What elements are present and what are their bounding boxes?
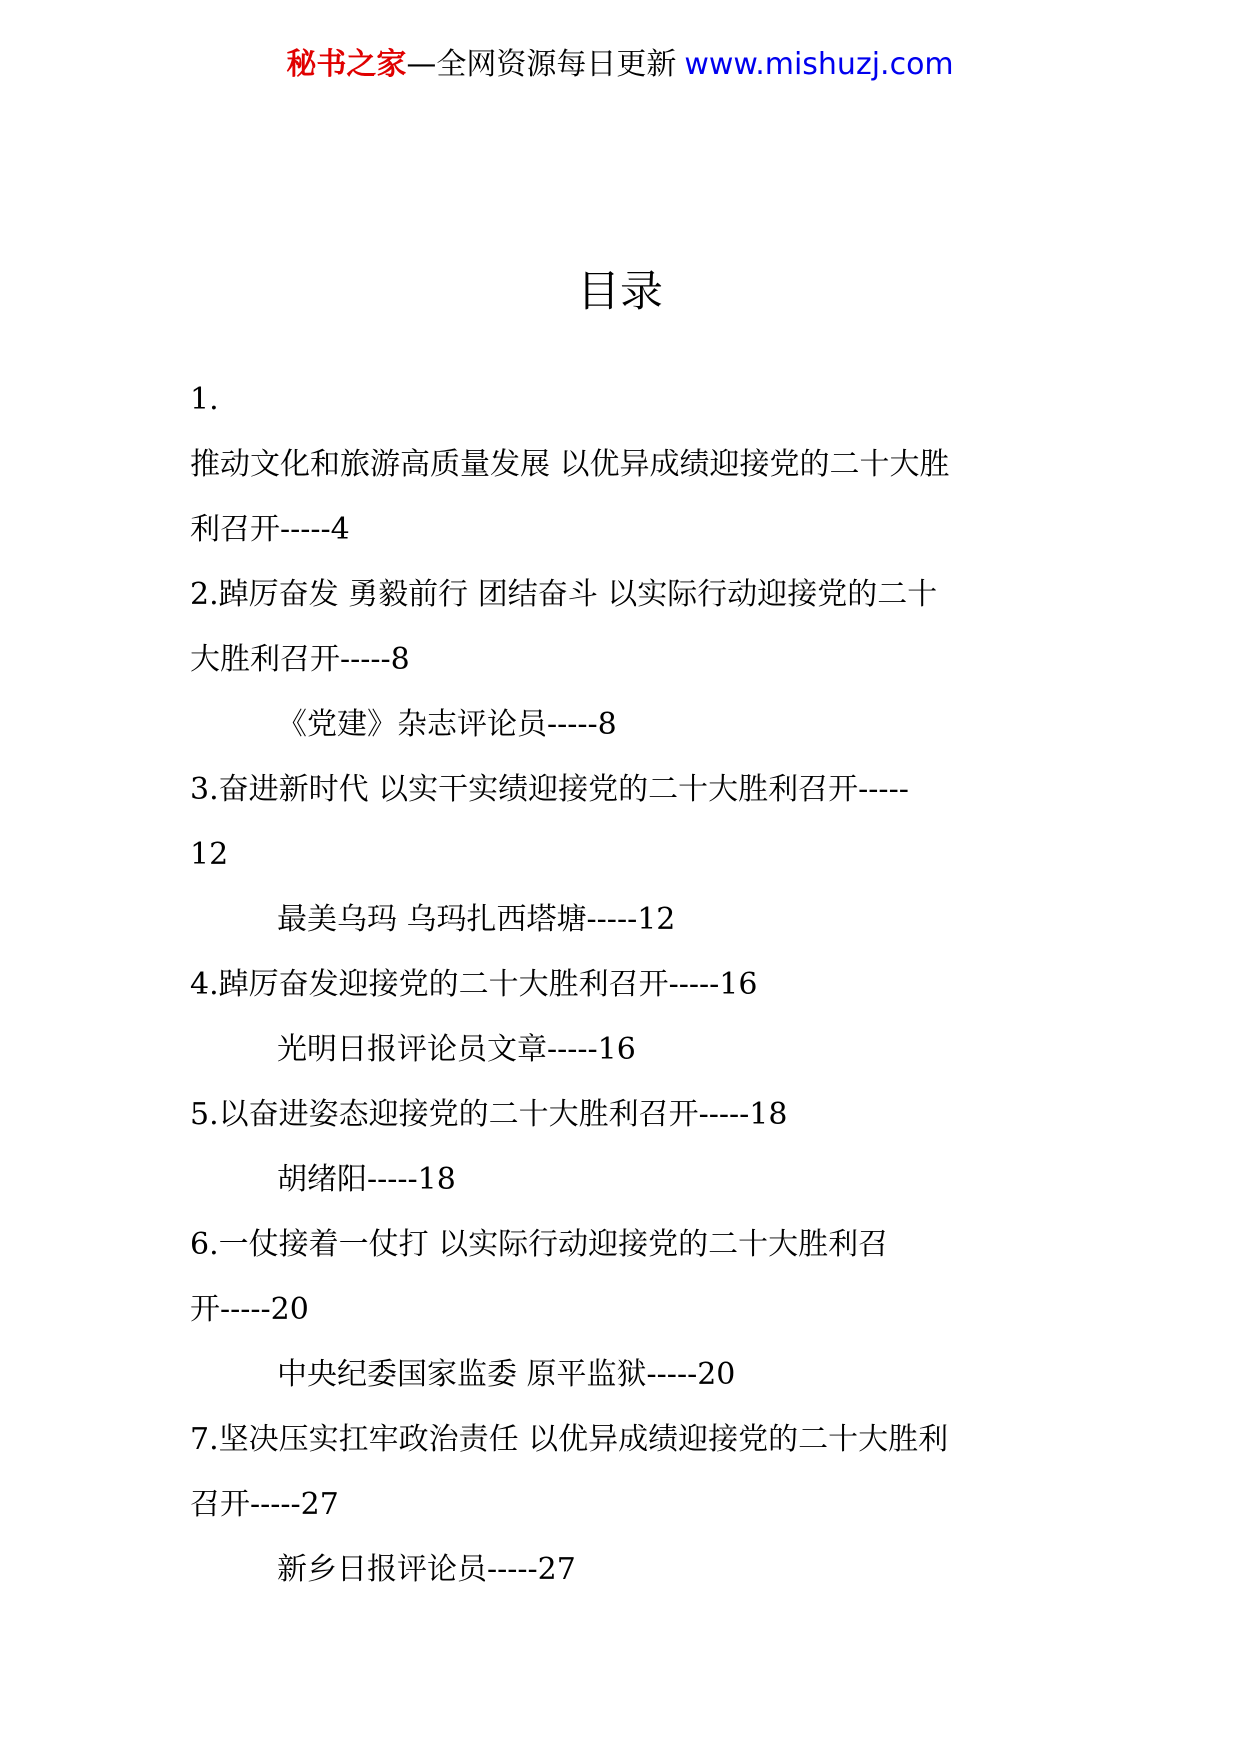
toc-entry-6-author[interactable]: 中央纪委国家监委 原平监狱-----20 (277, 1357, 736, 1392)
toc-entry-1-line-2[interactable]: 推动文化和旅游高质量发展 以优异成绩迎接党的二十大胜 (190, 447, 950, 482)
page-title: 目录 (577, 267, 663, 317)
toc-entry-2-line-2[interactable]: 大胜利召开-----8 (190, 642, 410, 677)
toc-entry-5-line-1[interactable]: 5.以奋进姿态迎接党的二十大胜利召开-----18 (190, 1097, 788, 1132)
toc-entry-3-line-2[interactable]: 12 (190, 837, 229, 872)
slogan: —全网资源每日更新 (406, 47, 677, 82)
toc-entry-7-line-2[interactable]: 召开-----27 (190, 1487, 339, 1522)
toc-entry-2-author[interactable]: 《党建》杂志评论员-----8 (277, 707, 617, 742)
toc-entry-3-line-1[interactable]: 3.奋进新时代 以实干实绩迎接党的二十大胜利召开----- (190, 772, 909, 807)
toc-entry-2-line-1[interactable]: 2.踔厉奋发 勇毅前行 团结奋斗 以实际行动迎接党的二十 (190, 577, 938, 612)
toc-entry-7-line-1[interactable]: 7.坚决压实扛牢政治责任 以优异成绩迎接党的二十大胜利 (190, 1422, 949, 1457)
toc-entry-6-line-2[interactable]: 开-----20 (190, 1292, 309, 1327)
table-of-contents (190, 367, 1060, 1602)
toc-entry-6-line-1[interactable]: 6.一仗接着一仗打 以实际行动迎接党的二十大胜利召 (190, 1227, 889, 1262)
toc-entry-4-author[interactable]: 光明日报评论员文章-----16 (277, 1032, 636, 1067)
toc-entry-4-line-1[interactable]: 4.踔厉奋发迎接党的二十大胜利召开-----16 (190, 967, 758, 1002)
site-url-link[interactable]: www.mishuzj.com (684, 47, 954, 82)
brand-name: 秘书之家 (286, 47, 407, 82)
toc-entry-1-line-1[interactable]: 1. (190, 382, 219, 417)
toc-entry-7-author[interactable]: 新乡日报评论员-----27 (277, 1552, 576, 1587)
site-header (0, 40, 1240, 90)
toc-entry-3-author[interactable]: 最美乌玛 乌玛扎西塔塘-----12 (277, 902, 676, 937)
toc-entry-1-line-3[interactable]: 利召开-----4 (190, 512, 350, 547)
toc-entry-5-author[interactable]: 胡绪阳-----18 (277, 1162, 456, 1197)
